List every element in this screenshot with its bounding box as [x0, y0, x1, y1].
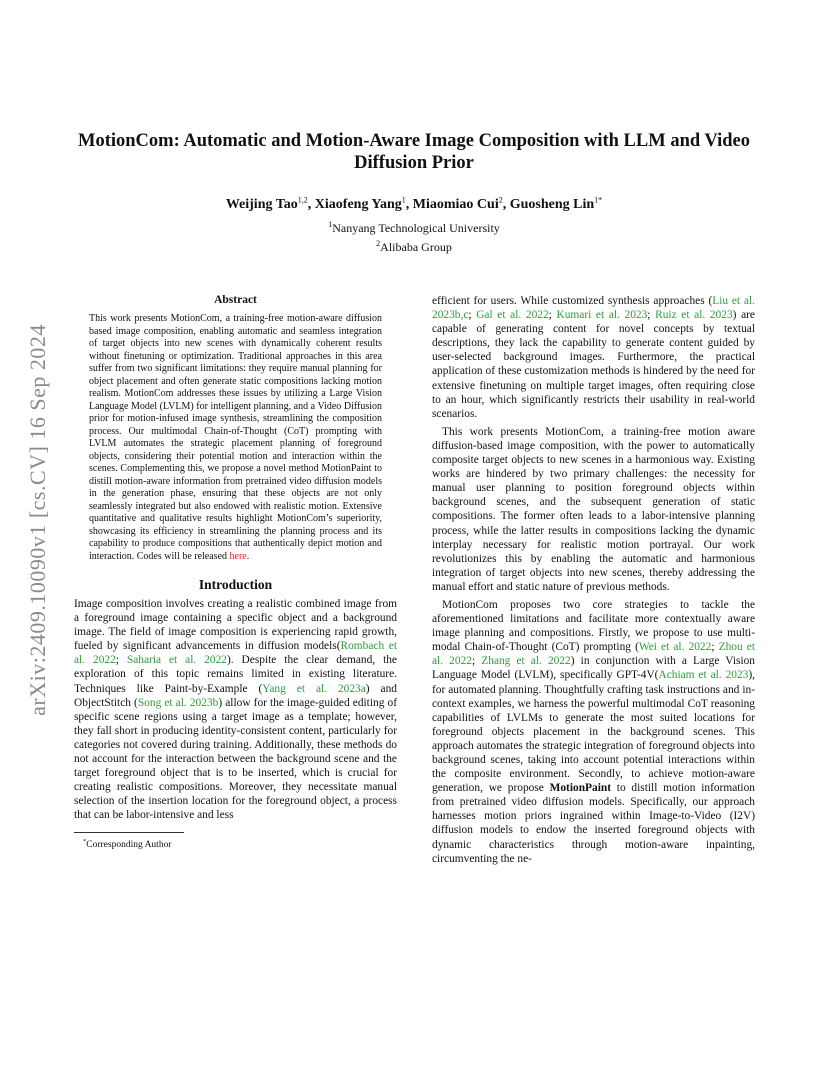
citation-link[interactable]: Kumari et al. 2023: [556, 309, 648, 322]
affiliations: [74, 217, 754, 255]
citation-link[interactable]: Rombach et al. 2022: [74, 640, 397, 667]
body-paragraph: efficient for users. While customized synthesis approaches (Liu et al. 2023b,c; Gal et al. 2022; Kumari et al. 2023; Ruiz et al. 2023) are capable of generating content for novel concepts by textual descriptions, they lack the capability to generate content guided by user-selected background images. Furthermore, the practical application of these customization methods is hindered by the need for extensive finetuning on multiple target images, often requiring close to an hour, which significantly restricts their usability in real-world scenarios.: [432, 295, 755, 420]
citation-link[interactable]: Yang et al. 2023a: [262, 682, 366, 695]
section-heading-introduction: Introduction: [198, 577, 273, 592]
author: Weijing Tao$^{1,2}$,: [225, 195, 315, 212]
affiliation: $^2$Alibaba Group: [376, 239, 452, 254]
code-link[interactable]: here: [229, 550, 247, 562]
method-name: MotionPaint: [549, 782, 611, 795]
left-column: [74, 294, 397, 851]
citation-link[interactable]: Gal et al. 2022: [476, 309, 549, 322]
author: Miaomiao Cui$^2$,: [412, 195, 510, 212]
abstract-text: This work presents MotionCom, a training-free motion-aware diffusion based image composition, enabling automatic and seamless integration of target objects into new scenes with dynamically coherent results without finetuning or optimization. Traditional approaches in this area suffer from two significant limitations: they require manual planning for object placement and often generate static compositions lacking motion realism. MotionCom addresses these issues by utilizing a Large Vision Language Model (LVLM) for intelligent planning, and a Video Diffusion prior for motion-infused image synthesis, streamlining the composition process. Our multimodal Chain-of-Thought (CoT) prompting with LVLM automates the strategic placement planning of foreground objects, considering their potential motion and interaction within the scenes. Complementing this, we propose a novel method MotionPaint to distill motion-aware information from pretrained video diffusion models in the generation phase, ensuring that these objects are not only seamlessly integrated but also endowed with realistic motion. Extensive quantitative and qualitative results highlight MotionCom’s superiority, showcasing its efficiency in streamlining the planning process and its capability to produce compositions that authentically depict motion and interaction. Codes will be released here.: [89, 313, 382, 562]
footnote: *Corresponding Author: [83, 837, 172, 850]
citation-link[interactable]: Saharia et al. 2022: [126, 654, 227, 667]
arxiv-watermark: [22, 280, 54, 760]
body-paragraph: MotionCom proposes two core strategies to tackle the aforementioned limitations and facilitate more contextually aware image planning and compositions. Firstly, we propose to use multi-modal Chain-of-Thought (CoT) prompting (Wei et al. 2022; Zhou et al. 2022; Zhang et al. 2022) in conjunction with a Large Vision Language Model (LVLM), specifically GPT-4V(Achiam et al. 2023), for automated planning. Thoughtfully crafting task instructions and in-context examples, we harness the powerful multimodal CoT reasoning capabilities of LVLMs to generate the most suited locations for foreground objects placement in the background scenes. This approach automates the strategic integration of foreground objects into background scenes, taking into account potential interactions within the composite environment. Secondly, to achieve motion-aware generation, we propose MotionPaint to distill motion information from pretrained video diffusion models. Specifically, our approach harnesses motion priors ingrained within Image-to-Video (I2V) diffusion models to endow the inserted foreground objects with dynamic characteristics through motion-aware inpainting, circumventing the ne-: [432, 598, 756, 865]
intro-paragraph: Image composition involves creating a realistic combined image from a foreground image containing a specific object and a background image. The field of image composition is experiencing rapid growth, fueled by significant advancements in diffusion models(Rombach et al. 2022; Saharia et al. 2022). Despite the clear demand, the exploration of this topic remains limited in existing literature. Techniques like Paint-by-Example (Yang et al. 2023a) and ObjectStitch (Song et al. 2023b) allow for the image-guided editing of specific scene regions using a target image as a template; however, they fall short in producing identity-consistent content, particularly for categories not covered during training. Additionally, these methods do not account for the interaction between the background scene and the target foreground object that is to be inserted, which is crucial for creating realistic compositions. Moreover, they necessitate manual selection of the insertion location for the foreground object, a process that can be labor-intensive and less: [74, 598, 397, 822]
citation-link[interactable]: Song et al. 2023b: [137, 696, 219, 709]
right-column: [432, 294, 755, 866]
citation-link[interactable]: Ruiz et al. 2023: [655, 309, 733, 322]
paper-title: MotionCom: Automatic and Motion-Aware Image Composition with LLM and Video Diffusion Prior: [78, 131, 750, 173]
author: Guosheng Lin$^{1*}$: [509, 195, 603, 212]
citation-link[interactable]: Achiam et al. 2023: [658, 669, 749, 682]
author: Xiaofeng Yang$^1$,: [314, 195, 413, 212]
citation-link[interactable]: Wei et al. 2022: [638, 641, 712, 654]
author-list: [74, 191, 754, 214]
arxiv-id: arXiv:2409.10090v1 [cs.CV] 16 Sep 2024: [25, 324, 50, 716]
footnote-divider: [74, 832, 184, 833]
abstract-heading: Abstract: [214, 294, 257, 306]
citation-link[interactable]: Liu et al. 2023b,c: [432, 295, 755, 322]
citation-link[interactable]: Zhang et al. 2022: [481, 655, 571, 668]
citation-link[interactable]: Zhou et al. 2022: [432, 641, 755, 668]
body-paragraph: This work presents MotionCom, a training-free motion aware diffusion-based image composition, with the power to automatically composite target objects to new scenes in a harmonious way. Existing works are hindered by two primary challenges: the necessity for manual user planning to position foreground objects within background scenes, and the subsequent generation of static compositions. The former often leads to a labor-intensive planning process, while the latter results in compositions lacking the dynamic interplay necessary for realistic motion portrayal. Our work revolutionizes this by enabling the automatic and harmonious integration of target objects into new scenes, thereby addressing the manual effort and static nature of previous methods.: [432, 425, 755, 593]
affiliation: $^1$Nanyang Technological University: [328, 220, 500, 235]
